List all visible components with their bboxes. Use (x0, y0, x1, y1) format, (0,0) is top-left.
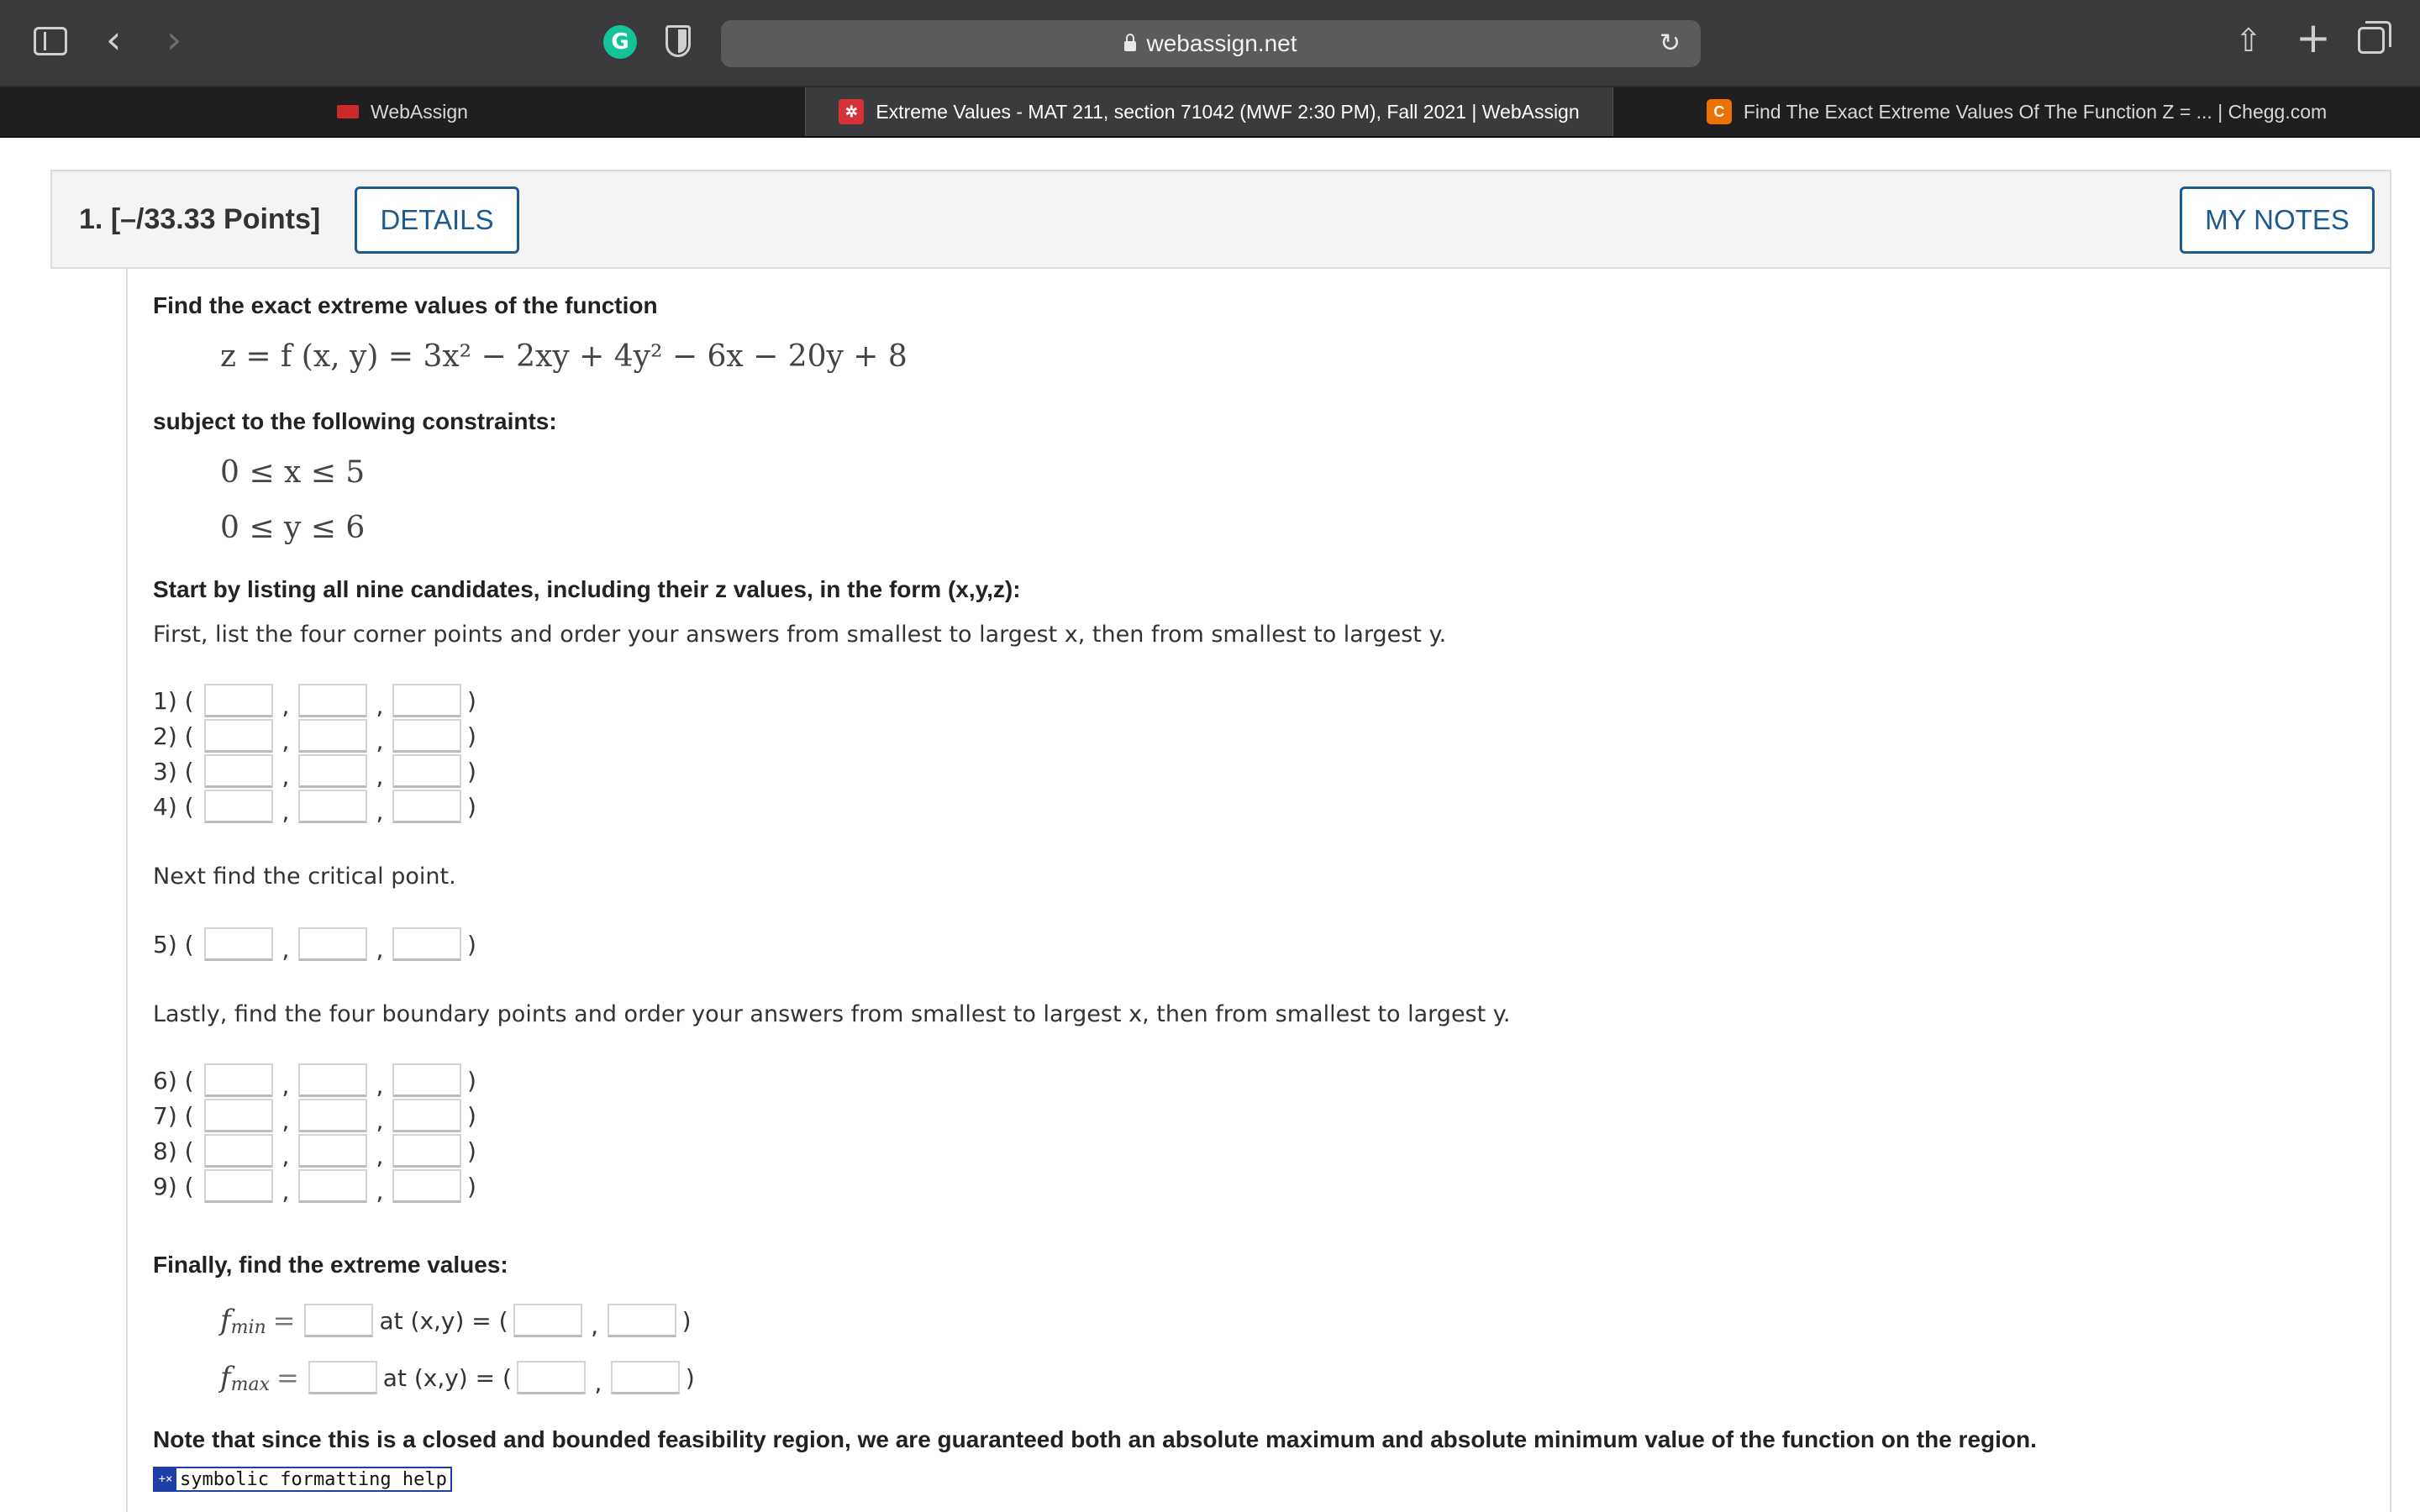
grammarly-icon[interactable]: G (603, 25, 637, 59)
row-label: 4) ( (153, 792, 194, 821)
fmin-symbol: f (220, 1304, 231, 1337)
y-input[interactable] (298, 1063, 367, 1097)
row-label: 6) ( (153, 1066, 194, 1095)
x-input[interactable] (204, 1063, 273, 1097)
extreme-values-favicon-icon: ✲ (839, 99, 864, 124)
close-paren: ) (685, 1363, 695, 1392)
question-header (50, 170, 2391, 269)
row-label: 9) ( (153, 1172, 194, 1200)
comma: , (376, 797, 384, 826)
url-text: webassign.net (1146, 30, 1297, 56)
z-input[interactable] (392, 1063, 461, 1097)
close-paren: ) (467, 686, 476, 715)
fmin-x-input[interactable] (513, 1304, 582, 1337)
comma: , (591, 1311, 599, 1340)
tab-label: Find The Exact Extreme Values Of The Function Z = ... | Chegg.com (1743, 100, 2328, 123)
comma: , (376, 727, 384, 755)
tabs-icon[interactable] (2358, 27, 2385, 54)
comma: , (281, 762, 290, 790)
constraint-y: 0 ≤ y ≤ 6 (220, 511, 366, 545)
comma: , (281, 1177, 290, 1205)
share-icon[interactable]: ⇧ (2235, 22, 2262, 59)
candidate-row-1 (153, 682, 476, 719)
reload-icon[interactable]: ↻ (1659, 29, 1681, 58)
y-input[interactable] (298, 790, 367, 823)
comma: , (376, 1177, 384, 1205)
y-input[interactable] (298, 684, 367, 717)
fmin-y-input[interactable] (608, 1304, 676, 1337)
candidates-heading: Start by listing all nine candidates, including their z values, in the form (x,y,z): (153, 576, 1021, 602)
equals-sign: = (272, 1305, 296, 1336)
y-input[interactable] (298, 1134, 367, 1168)
question-index: 1. (79, 203, 103, 235)
row-label: 1) ( (153, 686, 194, 715)
x-input[interactable] (204, 790, 273, 823)
at-text: at (x,y) = ( (379, 1306, 508, 1335)
candidate-row-6 (153, 1062, 476, 1099)
comma: , (281, 1142, 290, 1170)
intro-text: Find the exact extreme values of the function (153, 292, 658, 318)
help-label: symbolic formatting help (180, 1468, 447, 1490)
fmax-y-input[interactable] (611, 1361, 680, 1394)
y-input[interactable] (298, 927, 367, 961)
row-label: 5) ( (153, 930, 194, 958)
z-input[interactable] (392, 684, 461, 717)
close-paren: ) (467, 792, 476, 821)
fmax-row (220, 1357, 695, 1398)
question-points: [–/33.33 Points] (110, 203, 321, 235)
chevron-left-icon[interactable]: ‹ (106, 17, 122, 62)
comma: , (376, 1106, 384, 1135)
candidate-row-5 (153, 926, 476, 963)
close-paren: ) (467, 1172, 476, 1200)
tab-extreme-values[interactable] (805, 87, 1613, 136)
candidate-row-8 (153, 1132, 476, 1169)
row-label: 7) ( (153, 1101, 194, 1130)
z-input[interactable] (392, 754, 461, 788)
comma: , (594, 1368, 602, 1397)
row-label: 3) ( (153, 757, 194, 785)
y-input[interactable] (298, 1169, 367, 1203)
boundary-instruction: Lastly, find the four boundary points and order your answers from smallest to largest x, then from smallest to largest y. (153, 1001, 1511, 1027)
function-expression: z = f (x, y) = 3x² − 2xy + 4y² − 6x − 20y + 8 (220, 339, 908, 374)
tab-label: Extreme Values - MAT 211, section 71042 (MWF 2:30 PM), Fall 2021 | WebAssign (876, 100, 1580, 123)
close-paren: ) (467, 1137, 476, 1165)
question-body (126, 269, 2391, 1512)
comma: , (281, 727, 290, 755)
chegg-favicon-icon: C (1707, 99, 1732, 124)
fmax-value-input[interactable] (308, 1361, 377, 1394)
plus-icon[interactable]: + (2296, 13, 2331, 62)
x-input[interactable] (204, 927, 273, 961)
critical-instruction: Next find the critical point. (153, 864, 456, 890)
details-button[interactable]: DETAILS (355, 186, 519, 254)
row-label: 2) ( (153, 722, 194, 750)
tab-label: WebAssign (371, 100, 468, 123)
x-input[interactable] (204, 1134, 273, 1168)
privacy-shield-icon[interactable] (666, 25, 691, 57)
candidate-row-3 (153, 753, 476, 790)
fmax-symbol: f (220, 1361, 231, 1394)
comma: , (281, 1106, 290, 1135)
x-input[interactable] (204, 719, 273, 753)
x-input[interactable] (204, 754, 273, 788)
y-input[interactable] (298, 719, 367, 753)
close-paren: ) (467, 1066, 476, 1095)
tab-webassign[interactable] (0, 87, 805, 136)
fmin-value-input[interactable] (304, 1304, 373, 1337)
extreme-heading: Finally, find the extreme values: (153, 1252, 508, 1278)
close-paren: ) (467, 722, 476, 750)
z-input[interactable] (392, 1134, 461, 1168)
tab-chegg[interactable] (1613, 87, 2420, 136)
note-text: Note that since this is a closed and bounded feasibility region, we are guaranteed both an absolute maximum and absolute minimum value of the function on the region. (153, 1426, 2037, 1452)
candidate-row-4 (153, 788, 476, 825)
browser-toolbar (0, 0, 2420, 87)
z-input[interactable] (392, 1169, 461, 1203)
comma: , (281, 797, 290, 826)
equals-sign: = (276, 1362, 299, 1394)
at-text: at (x,y) = ( (382, 1363, 512, 1392)
comma: , (376, 1142, 384, 1170)
x-input[interactable] (204, 1099, 273, 1132)
comma: , (376, 762, 384, 790)
close-paren: ) (467, 757, 476, 785)
comma: , (376, 935, 384, 963)
comma: , (281, 691, 290, 720)
question-number (79, 203, 320, 236)
symbolic-formatting-help-link[interactable] (153, 1467, 452, 1492)
formatting-help-icon: +× (155, 1468, 176, 1490)
x-input[interactable] (204, 684, 273, 717)
close-paren: ) (467, 930, 476, 958)
y-input[interactable] (298, 1099, 367, 1132)
address-bar[interactable] (721, 20, 1701, 67)
z-input[interactable] (392, 927, 461, 961)
z-input[interactable] (392, 719, 461, 753)
comma: , (281, 1071, 290, 1100)
comma: , (281, 935, 290, 963)
constraint-x: 0 ≤ x ≤ 5 (220, 455, 366, 490)
my-notes-button[interactable]: MY NOTES (2180, 186, 2375, 254)
candidate-row-9 (153, 1168, 476, 1205)
z-input[interactable] (392, 1099, 461, 1132)
fmin-subscript: min (230, 1316, 266, 1338)
fmax-x-input[interactable] (517, 1361, 586, 1394)
constraints-heading: subject to the following constraints: (153, 408, 557, 434)
comma: , (376, 691, 384, 720)
fmax-subscript: max (230, 1373, 270, 1395)
tab-bar (0, 87, 2420, 138)
close-paren: ) (681, 1306, 692, 1335)
chevron-right-icon[interactable]: › (166, 17, 182, 62)
comma: , (376, 1071, 384, 1100)
x-input[interactable] (204, 1169, 273, 1203)
y-input[interactable] (298, 754, 367, 788)
webassign-favicon-icon (337, 105, 359, 118)
corner-instruction: First, list the four corner points and order your answers from smallest to largest x, then from smallest to largest y. (153, 622, 1447, 648)
fmin-row (220, 1300, 692, 1341)
candidate-row-7 (153, 1097, 476, 1134)
lock-icon (1124, 41, 1136, 51)
row-label: 8) ( (153, 1137, 194, 1165)
close-paren: ) (467, 1101, 476, 1130)
z-input[interactable] (392, 790, 461, 823)
candidate-row-2 (153, 717, 476, 754)
sidebar-icon[interactable] (34, 27, 67, 55)
